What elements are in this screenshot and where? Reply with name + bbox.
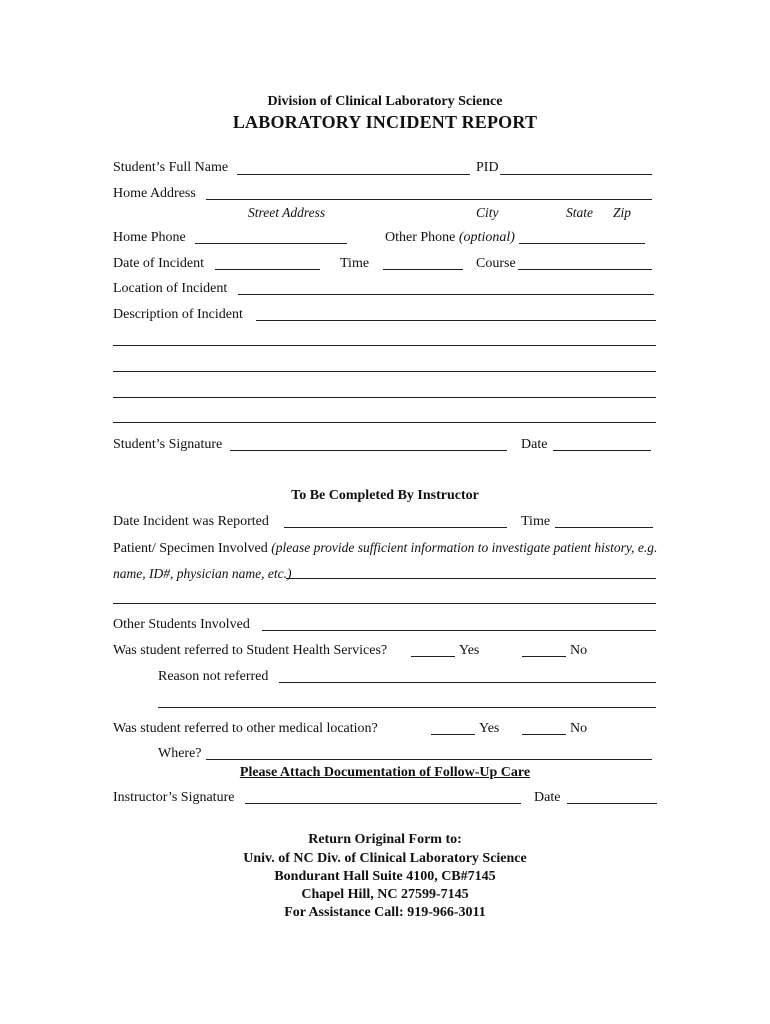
instructor-date-label: Date (534, 790, 561, 805)
date-reported-field[interactable] (284, 527, 507, 528)
other-students-field[interactable] (262, 630, 656, 631)
date-reported-label: Date Incident was Reported (113, 514, 269, 529)
patient-hint: (please provide sufficient information to investigate patient history, e.g. (271, 540, 658, 555)
referred-health-no-label: No (570, 643, 588, 658)
reason-not-referred-label: Reason not referred (158, 669, 269, 684)
instructor-date-field[interactable] (567, 803, 657, 804)
referred-other-question: Was student referred to other medical location? (113, 721, 378, 736)
description-line[interactable] (113, 345, 656, 346)
patient-specimen-line[interactable] (113, 603, 656, 604)
division-heading: Division of Clinical Laboratory Science (267, 94, 503, 109)
city-caption: City (476, 205, 499, 220)
reason-not-referred-field[interactable] (279, 682, 656, 683)
referred-other-yes-blank[interactable] (431, 734, 475, 735)
reason-not-referred-line[interactable] (158, 707, 656, 708)
return-address-org: Univ. of NC Div. of Clinical Laboratory Science (243, 851, 527, 866)
description-line[interactable] (113, 422, 656, 423)
course-label: Course (476, 256, 516, 271)
return-address-city: Chapel Hill, NC 27599-7145 (301, 887, 469, 902)
other-students-label: Other Students Involved (113, 617, 250, 632)
other-phone-label: Other Phone (optional) (385, 230, 515, 245)
description-label: Description of Incident (113, 307, 243, 322)
instructor-time-field[interactable] (555, 527, 653, 528)
location-field[interactable] (238, 294, 654, 295)
return-address-suite: Bondurant Hall Suite 4100, CB#7145 (274, 869, 496, 884)
instructor-section-title: To Be Completed By Instructor (291, 488, 479, 503)
referred-other-no-label: No (570, 721, 588, 736)
where-label: Where? (158, 746, 202, 761)
patient-hint-continued: name, ID#, physician name, etc.) (113, 566, 292, 581)
home-phone-label: Home Phone (113, 230, 186, 245)
street-address-caption: Street Address (248, 205, 326, 220)
return-form-heading: Return Original Form to: (308, 832, 462, 847)
home-address-label: Home Address (113, 186, 196, 201)
full-name-field[interactable] (237, 174, 470, 175)
referred-health-no-blank[interactable] (522, 656, 566, 657)
home-address-field[interactable] (206, 199, 652, 200)
referred-health-yes-blank[interactable] (411, 656, 455, 657)
pid-label: PID (476, 160, 499, 175)
pid-field[interactable] (500, 174, 652, 175)
patient-specimen-label: Patient/ Specimen Involved (please provide sufficient information to investigate patient history, e.g. (113, 540, 658, 556)
description-line[interactable] (113, 371, 656, 372)
full-name-label: Student’s Full Name (113, 160, 229, 175)
course-field[interactable] (518, 269, 652, 270)
referred-health-question: Was student referred to Student Health Services? (113, 643, 388, 658)
student-signature-label: Student’s Signature (113, 437, 223, 452)
home-phone-field[interactable] (195, 243, 347, 244)
instructor-time-label: Time (521, 514, 551, 529)
description-line[interactable] (113, 397, 656, 398)
optional-note: (optional) (458, 230, 515, 245)
instructor-signature-label: Instructor’s Signature (113, 790, 235, 805)
student-date-field[interactable] (553, 450, 651, 451)
other-phone-field[interactable] (519, 243, 645, 244)
student-signature-field[interactable] (230, 450, 507, 451)
referred-other-yes-label: Yes (479, 721, 500, 736)
instructor-signature-field[interactable] (245, 803, 521, 804)
time-label: Time (340, 256, 370, 271)
zip-caption: Zip (613, 205, 632, 220)
referred-other-no-blank[interactable] (522, 734, 566, 735)
assistance-phone: For Assistance Call: 919-966-3011 (284, 905, 486, 920)
state-caption: State (566, 205, 593, 220)
date-of-incident-field[interactable] (215, 269, 320, 270)
attach-documentation-note: Please Attach Documentation of Follow-Up Care (239, 765, 531, 780)
patient-specimen-field[interactable] (286, 578, 656, 579)
description-field[interactable] (256, 320, 656, 321)
location-label: Location of Incident (113, 281, 228, 296)
student-date-label: Date (521, 437, 548, 452)
where-field[interactable] (206, 759, 652, 760)
date-of-incident-label: Date of Incident (113, 256, 204, 271)
referred-health-yes-label: Yes (459, 643, 480, 658)
form-title: LABORATORY INCIDENT REPORT (232, 112, 538, 132)
time-field[interactable] (383, 269, 463, 270)
